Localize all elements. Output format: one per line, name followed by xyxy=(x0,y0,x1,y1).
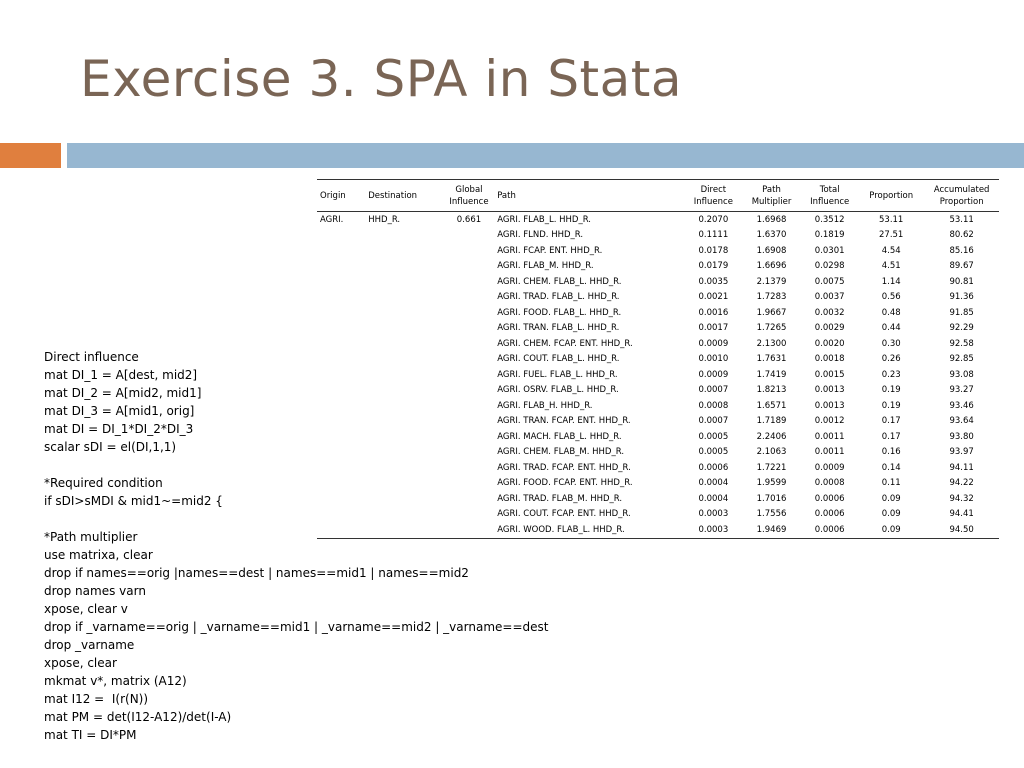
table-row xyxy=(317,259,999,275)
code-line xyxy=(44,510,604,528)
cell-origin: AGRI. xyxy=(320,214,344,225)
cell-proportion: 0.17 xyxy=(881,431,901,442)
cell-path-multiplier: 1.7631 xyxy=(756,354,787,365)
cell-proportion: 0.48 xyxy=(881,307,901,318)
cell-proportion: 0.23 xyxy=(881,369,901,380)
cell-proportion: 0.19 xyxy=(881,400,901,411)
header-path-multiplier: Path Multiplier xyxy=(742,180,802,212)
cell-path-multiplier: 1.6696 xyxy=(756,261,787,272)
cell-direct-influence: 0.0003 xyxy=(698,509,729,520)
cell-total-influence: 0.0015 xyxy=(814,369,845,380)
cell-path-multiplier: 2.1063 xyxy=(756,447,787,458)
code-line: scalar sDI = el(DI,1,1) xyxy=(44,440,177,454)
code-line: *Path multiplier xyxy=(44,530,138,544)
cell-destination xyxy=(365,274,444,290)
cell-destination xyxy=(365,259,444,275)
cell-origin xyxy=(317,290,365,306)
cell-total-influence: 0.0301 xyxy=(814,245,845,256)
cell-accumulated-proportion: 90.81 xyxy=(949,276,974,287)
cell-direct-influence: 0.0009 xyxy=(698,369,729,380)
code-line: xpose, clear xyxy=(44,656,117,670)
code-line: mat TI = DI*PM xyxy=(44,728,137,742)
cell-proportion: 0.44 xyxy=(881,323,901,334)
header-proportion: Proportion xyxy=(858,180,924,212)
cell-accumulated-proportion: 93.08 xyxy=(949,369,974,380)
cell-origin xyxy=(317,259,365,275)
cell-total-influence: 0.0298 xyxy=(814,261,845,272)
cell-path: AGRI. OSRV. FLAB_L. HHD_R. xyxy=(497,385,619,396)
code-line: *Required condition xyxy=(44,476,163,490)
cell-global-influence xyxy=(444,274,494,290)
code-line: xpose, clear v xyxy=(44,602,128,616)
cell-destination xyxy=(365,290,444,306)
cell-direct-influence: 0.0008 xyxy=(698,400,729,411)
cell-proportion: 0.16 xyxy=(881,447,901,458)
code-line: drop if _varname==orig | _varname==mid1 | _varname==mid2 | _varname==dest xyxy=(44,620,549,634)
cell-path: AGRI. TRAD. FCAP. ENT. HHD_R. xyxy=(497,462,631,473)
cell-direct-influence: 0.0035 xyxy=(698,276,729,287)
cell-total-influence: 0.0009 xyxy=(814,462,845,473)
table-row xyxy=(317,212,999,228)
cell-direct-influence: 0.2070 xyxy=(698,214,729,225)
cell-accumulated-proportion: 80.62 xyxy=(949,230,974,241)
cell-total-influence: 0.0013 xyxy=(814,385,845,396)
cell-total-influence: 0.3512 xyxy=(814,214,845,225)
slide-title: Exercise 3. SPA in Stata xyxy=(80,50,683,108)
code-line: mat DI_2 = A[mid2, mid1] xyxy=(44,386,202,400)
cell-direct-influence: 0.0016 xyxy=(698,307,729,318)
cell-proportion: 0.09 xyxy=(881,509,901,520)
cell-path-multiplier: 1.7419 xyxy=(756,369,787,380)
cell-destination xyxy=(365,305,444,321)
cell-total-influence: 0.0006 xyxy=(814,509,845,520)
cell-path: AGRI. TRAD. FLAB_M. HHD_R. xyxy=(497,493,623,504)
cell-direct-influence: 0.0009 xyxy=(698,338,729,349)
cell-path: AGRI. MACH. FLAB_L. HHD_R. xyxy=(497,431,622,442)
cell-proportion: 0.17 xyxy=(881,416,901,427)
cell-accumulated-proportion: 94.22 xyxy=(949,478,974,489)
cell-path-multiplier: 1.6968 xyxy=(756,214,787,225)
cell-path: AGRI. FUEL. FLAB_L. HHD_R. xyxy=(497,369,618,380)
cell-path-multiplier: 1.6908 xyxy=(756,245,787,256)
code-line: use matrixa, clear xyxy=(44,548,153,562)
cell-path: AGRI. CHEM. FCAP. ENT. HHD_R. xyxy=(497,338,633,349)
cell-direct-influence: 0.0005 xyxy=(698,431,729,442)
cell-path: AGRI. CHEM. FLAB_L. HHD_R. xyxy=(497,276,622,287)
cell-path: AGRI. CHEM. FLAB_M. HHD_R. xyxy=(497,447,625,458)
cell-origin xyxy=(317,305,365,321)
cell-proportion: 0.14 xyxy=(881,462,901,473)
cell-path: AGRI. FLAB_H. HHD_R. xyxy=(497,400,593,411)
code-line: mat PM = det(I12-A12)/det(I-A) xyxy=(44,710,232,724)
cell-accumulated-proportion: 93.64 xyxy=(949,416,974,427)
cell-proportion: 53.11 xyxy=(879,214,904,225)
code-line: mat DI_3 = A[mid1, orig] xyxy=(44,404,195,418)
cell-proportion: 1.14 xyxy=(881,276,901,287)
cell-direct-influence: 0.1111 xyxy=(698,230,729,241)
table-row xyxy=(317,321,999,337)
cell-total-influence: 0.0018 xyxy=(814,354,845,365)
cell-accumulated-proportion: 92.85 xyxy=(949,354,974,365)
cell-total-influence: 0.0020 xyxy=(814,338,845,349)
table-row xyxy=(317,290,999,306)
cell-proportion: 0.11 xyxy=(881,478,901,489)
cell-accumulated-proportion: 92.29 xyxy=(949,323,974,334)
code-line: drop _varname xyxy=(44,638,135,652)
accent-bar-blue xyxy=(67,143,1024,168)
cell-path-multiplier: 1.6370 xyxy=(756,230,787,241)
cell-path-multiplier: 2.1300 xyxy=(756,338,787,349)
cell-global-influence xyxy=(444,305,494,321)
cell-direct-influence: 0.0007 xyxy=(698,416,729,427)
cell-path-multiplier: 1.9599 xyxy=(756,478,787,489)
cell-path: AGRI. WOOD. FLAB_L. HHD_R. xyxy=(497,524,625,535)
accent-bar-orange xyxy=(0,143,61,168)
cell-global-influence xyxy=(444,243,494,259)
cell-proportion: 0.09 xyxy=(881,524,901,535)
cell-path-multiplier: 1.7265 xyxy=(756,323,787,334)
cell-total-influence: 0.1819 xyxy=(814,230,845,241)
cell-global-influence xyxy=(444,259,494,275)
cell-origin xyxy=(317,228,365,244)
cell-path-multiplier: 1.7283 xyxy=(756,292,787,303)
header-global-influence: Global Influence xyxy=(444,180,494,212)
cell-proportion: 4.54 xyxy=(881,245,901,256)
header-origin: Origin xyxy=(317,180,365,212)
cell-accumulated-proportion: 94.50 xyxy=(949,524,974,535)
table-row xyxy=(317,228,999,244)
cell-total-influence: 0.0006 xyxy=(814,524,845,535)
cell-total-influence: 0.0012 xyxy=(814,416,845,427)
cell-total-influence: 0.0011 xyxy=(814,447,845,458)
cell-proportion: 4.51 xyxy=(881,261,901,272)
table-header-row xyxy=(317,180,999,212)
code-line: drop if names==orig |names==dest | names==mid1 | names==mid2 xyxy=(44,566,469,580)
cell-direct-influence: 0.0179 xyxy=(698,261,729,272)
cell-accumulated-proportion: 94.32 xyxy=(949,493,974,504)
cell-accumulated-proportion: 92.58 xyxy=(949,338,974,349)
cell-accumulated-proportion: 89.67 xyxy=(949,261,974,272)
code-line: if sDI>sMDI & mid1~=mid2 { xyxy=(44,494,223,508)
cell-path: AGRI. TRAN. FCAP. ENT. HHD_R. xyxy=(497,416,631,427)
cell-proportion: 0.26 xyxy=(881,354,901,365)
cell-path-multiplier: 1.7221 xyxy=(756,462,787,473)
cell-path: AGRI. TRAD. FLAB_L. HHD_R. xyxy=(497,292,620,303)
cell-direct-influence: 0.0004 xyxy=(698,493,729,504)
cell-proportion: 27.51 xyxy=(879,230,904,241)
code-line: mat I12 = I(r(N)) xyxy=(44,692,149,706)
cell-path-multiplier: 1.7189 xyxy=(756,416,787,427)
cell-total-influence: 0.0075 xyxy=(814,276,845,287)
cell-accumulated-proportion: 85.16 xyxy=(949,245,974,256)
cell-accumulated-proportion: 93.97 xyxy=(949,447,974,458)
cell-accumulated-proportion: 93.80 xyxy=(949,431,974,442)
cell-proportion: 0.09 xyxy=(881,493,901,504)
cell-direct-influence: 0.0003 xyxy=(698,524,729,535)
cell-accumulated-proportion: 91.85 xyxy=(949,307,974,318)
header-path: Path xyxy=(494,180,685,212)
code-line: mat DI = DI_1*DI_2*DI_3 xyxy=(44,422,194,436)
cell-direct-influence: 0.0010 xyxy=(698,354,729,365)
cell-path-multiplier: 1.6571 xyxy=(756,400,787,411)
header-direct-influence: Direct Influence xyxy=(685,180,742,212)
cell-direct-influence: 0.0007 xyxy=(698,385,729,396)
cell-accumulated-proportion: 93.46 xyxy=(949,400,974,411)
cell-total-influence: 0.0008 xyxy=(814,478,845,489)
cell-accumulated-proportion: 94.41 xyxy=(949,509,974,520)
cell-destination xyxy=(365,321,444,337)
cell-path-multiplier: 2.2406 xyxy=(756,431,787,442)
cell-origin xyxy=(317,243,365,259)
cell-accumulated-proportion: 93.27 xyxy=(949,385,974,396)
cell-global-influence xyxy=(444,228,494,244)
cell-proportion: 0.56 xyxy=(881,292,901,303)
cell-path-multiplier: 1.8213 xyxy=(756,385,787,396)
header-total-influence: Total Influence xyxy=(801,180,858,212)
table-row xyxy=(317,305,999,321)
cell-total-influence: 0.0037 xyxy=(814,292,845,303)
code-line: mkmat v*, matrix (A12) xyxy=(44,674,187,688)
cell-origin xyxy=(317,274,365,290)
cell-direct-influence: 0.0017 xyxy=(698,323,729,334)
cell-accumulated-proportion: 94.11 xyxy=(949,462,974,473)
cell-global-influence: 0.661 xyxy=(456,214,482,225)
cell-path-multiplier: 2.1379 xyxy=(756,276,787,287)
cell-path: AGRI. FLAB_M. HHD_R. xyxy=(497,261,594,272)
cell-total-influence: 0.0006 xyxy=(814,493,845,504)
code-line xyxy=(44,456,604,474)
cell-accumulated-proportion: 53.11 xyxy=(949,214,974,225)
cell-path-multiplier: 1.9667 xyxy=(756,307,787,318)
cell-global-influence xyxy=(444,290,494,306)
cell-path-multiplier: 1.7016 xyxy=(756,493,787,504)
cell-total-influence: 0.0011 xyxy=(814,431,845,442)
cell-total-influence: 0.0029 xyxy=(814,323,845,334)
cell-global-influence xyxy=(444,321,494,337)
cell-total-influence: 0.0032 xyxy=(814,307,845,318)
cell-proportion: 0.30 xyxy=(881,338,901,349)
table-row xyxy=(317,243,999,259)
cell-destination xyxy=(365,243,444,259)
cell-total-influence: 0.0013 xyxy=(814,400,845,411)
cell-proportion: 0.19 xyxy=(881,385,901,396)
header-destination: Destination xyxy=(365,180,444,212)
stata-code-block xyxy=(44,348,604,744)
cell-path: AGRI. FCAP. ENT. HHD_R. xyxy=(497,245,603,256)
cell-origin xyxy=(317,321,365,337)
code-line: drop names varn xyxy=(44,584,146,598)
cell-path-multiplier: 1.9469 xyxy=(756,524,787,535)
cell-direct-influence: 0.0006 xyxy=(698,462,729,473)
cell-path-multiplier: 1.7556 xyxy=(756,509,787,520)
cell-destination: HHD_R. xyxy=(368,214,401,225)
cell-path: AGRI. FOOD. FLAB_L. HHD_R. xyxy=(497,307,622,318)
header-accumulated-proportion: Accumulated Proportion xyxy=(924,180,999,212)
cell-accumulated-proportion: 91.36 xyxy=(949,292,974,303)
cell-path: AGRI. FLAB_L. HHD_R. xyxy=(497,214,591,225)
cell-path: AGRI. TRAN. FLAB_L. HHD_R. xyxy=(497,323,620,334)
cell-path: AGRI. FLND. HHD_R. xyxy=(497,230,584,241)
cell-destination xyxy=(365,228,444,244)
cell-path: AGRI. COUT. FCAP. ENT. HHD_R. xyxy=(497,509,631,520)
cell-direct-influence: 0.0005 xyxy=(698,447,729,458)
cell-path: AGRI. COUT. FLAB_L. HHD_R. xyxy=(497,354,620,365)
cell-direct-influence: 0.0004 xyxy=(698,478,729,489)
code-line: Direct influence xyxy=(44,350,139,364)
cell-direct-influence: 0.0178 xyxy=(698,245,729,256)
cell-path: AGRI. FOOD. FCAP. ENT. HHD_R. xyxy=(497,478,633,489)
cell-direct-influence: 0.0021 xyxy=(698,292,729,303)
table-row xyxy=(317,274,999,290)
code-line: mat DI_1 = A[dest, mid2] xyxy=(44,368,198,382)
